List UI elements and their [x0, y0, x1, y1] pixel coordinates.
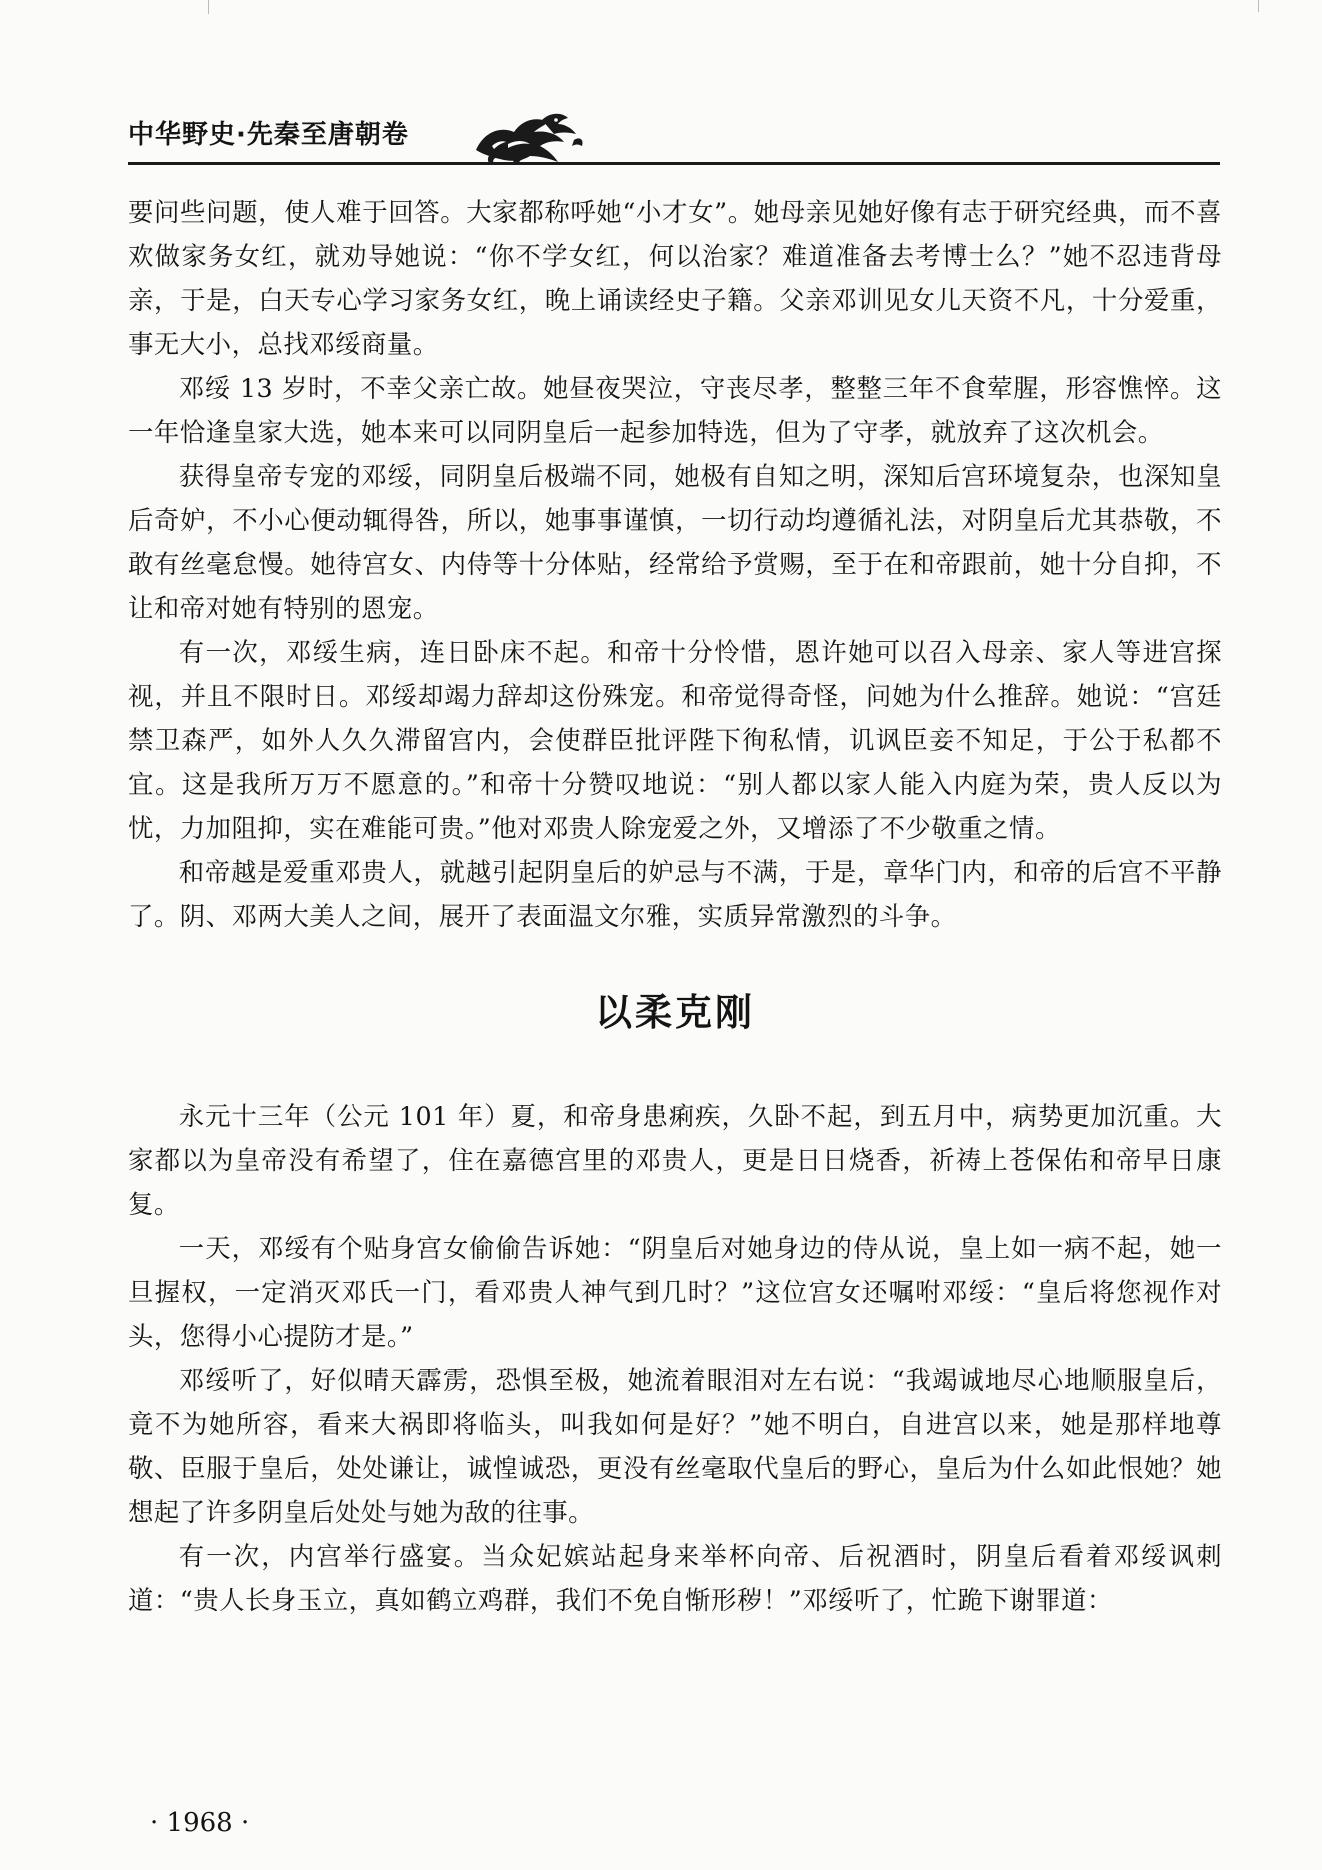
paragraph: 永元十三年（公元 101 年）夏，和帝身患痢疾，久卧不起，到五月中，病势更加沉重。大家都以为皇帝没有希望了，住在嘉德宫里的邓贵人，更是日日烧香，祈祷上苍保佑和帝早日康复。 — [128, 1101, 1222, 1219]
book-title: 中华野史·先秦至唐朝卷 — [128, 120, 409, 150]
page-number: · 1968 · — [150, 1808, 250, 1838]
dragon-emblem-icon — [468, 110, 588, 166]
scan-mark — [208, 0, 209, 14]
page-body — [128, 190, 1222, 1622]
header-rule — [128, 162, 1220, 165]
paragraph-continued: 要问些问题，使人难于回答。大家都称呼她“小才女”。她母亲见她好像有志于研究经典，而不喜欢做家务女红，就劝导她说：“你不学女红，何以治家？难道准备去考博士么？”她不忍违背母亲，于是，白天专心学习家务女红，晚上诵读经史子籍。父亲邓训见女儿天资不凡，十分爱重，事无大小，总找邓绥商量。 — [128, 197, 1222, 359]
paragraph: 获得皇帝专宠的邓绥，同阴皇后极端不同，她极有自知之明，深知后宫环境复杂，也深知皇后奇妒，不小心便动辄得咎，所以，她事事谨慎，一切行动均遵循礼法，对阴皇后尤其恭敬，不敢有丝毫怠慢。她待宫女、内侍等十分体贴，经常给予赏赐，至于在和帝跟前，她十分自抑，不让和帝对她有特别的恩宠。 — [128, 461, 1222, 623]
paragraph: 有一次，内宫举行盛宴。当众妃嫔站起身来举杯向帝、后祝酒时，阴皇后看着邓绥讽刺道：“贵人长身玉立，真如鹤立鸡群，我们不免自惭形秽！”邓绥听了，忙跪下谢罪道： — [128, 1541, 1222, 1615]
section-title: 以柔克刚 — [595, 991, 755, 1034]
paragraph: 和帝越是爱重邓贵人，就越引起阴皇后的妒忌与不满，于是，章华门内，和帝的后宫不平静了。阴、邓两大美人之间，展开了表面温文尔雅，实质异常激烈的斗争。 — [128, 857, 1222, 931]
running-header — [128, 118, 1222, 188]
scan-mark — [1258, 0, 1259, 12]
paragraph: 邓绥 13 岁时，不幸父亲亡故。她昼夜哭泣，守丧尽孝，整整三年不食荤腥，形容憔悴。这一年恰逢皇家大选，她本来可以同阴皇后一起参加特选，但为了守孝，就放弃了这次机会。 — [128, 373, 1222, 447]
paragraph: 一天，邓绥有个贴身宫女偷偷告诉她：“阴皇后对她身边的侍从说，皇上如一病不起，她一旦握权，一定消灭邓氏一门，看邓贵人神气到几时？”这位宫女还嘱咐邓绥：“皇后将您视作对头，您得小心提防才是。” — [128, 1233, 1222, 1351]
paragraph: 有一次，邓绥生病，连日卧床不起。和帝十分怜惜，恩许她可以召入母亲、家人等进宫探视，并且不限时日。邓绥却竭力辞却这份殊宠。和帝觉得奇怪，问她为什么推辞。她说：“宫廷禁卫森严，如外人久久滞留宫内，会使群臣批评陛下徇私情，讥讽臣妾不知足，于公于私都不宜。这是我所万万不愿意的。”和帝十分赞叹地说：“别人都以家人能入内庭为荣，贵人反以为忧，力加阻抑，实在难能可贵。”他对邓贵人除宠爱之外，又增添了不少敬重之情。 — [128, 637, 1222, 843]
paragraph: 邓绥听了，好似晴天霹雳，恐惧至极，她流着眼泪对左右说：“我竭诚地尽心地顺服皇后，竟不为她所容，看来大祸即将临头，叫我如何是好？”她不明白，自进宫以来，她是那样地尊敬、臣服于皇后，处处谦让，诚惶诚恐，更没有丝毫取代皇后的野心，皇后为什么如此恨她？她想起了许多阴皇后处处与她为敌的往事。 — [128, 1365, 1222, 1527]
